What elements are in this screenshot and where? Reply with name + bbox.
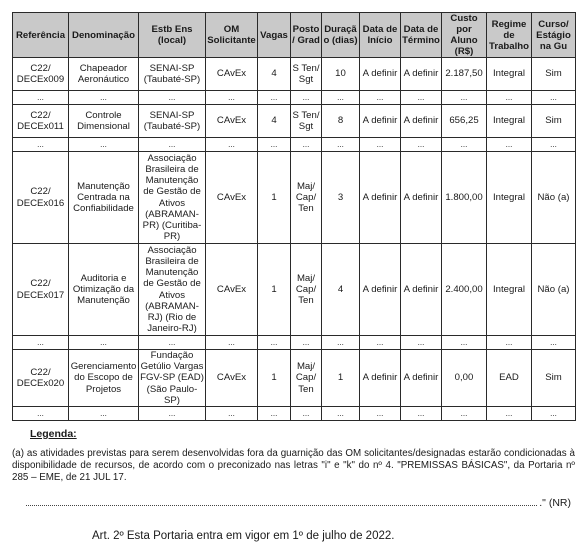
table-cell: ... [442,138,487,152]
ellipsis-row [13,91,576,105]
table-cell: ... [258,336,291,350]
nr-suffix: ." (NR) [539,497,571,509]
table-cell: ... [139,407,206,421]
table-cell: C22/ DECEx016 [13,152,69,244]
table-cell: Sim [532,105,576,138]
table-cell: 10 [322,58,360,91]
table-cell: CAvEx [206,152,258,244]
dotted-leader [26,497,537,506]
table-cell: 1 [258,244,291,336]
table-cell: ... [13,407,69,421]
table-cell: ... [442,407,487,421]
table-cell: ... [401,91,442,105]
table-cell: ... [291,91,322,105]
table-row [13,244,576,336]
table-cell: ... [322,138,360,152]
column-header: Curso/ Estágio na Gu [532,13,576,58]
ellipsis-row [13,336,576,350]
table-cell: 2.187,50 [442,58,487,91]
table-cell: ... [206,407,258,421]
table-cell: Auditoria e Otimização da Manutenção [69,244,139,336]
table-cell: 1 [322,350,360,407]
table-cell: ... [139,91,206,105]
table-cell: ... [258,138,291,152]
table-cell: ... [13,138,69,152]
table-cell: ... [69,336,139,350]
table-cell: 4 [258,58,291,91]
table-cell: ... [258,407,291,421]
table-cell: Não (a) [532,244,576,336]
table-cell: S Ten/ Sgt [291,105,322,138]
ellipsis-row [13,407,576,421]
table-cell: ... [532,336,576,350]
column-header: Estb Ens (local) [139,13,206,58]
table-cell: ... [206,336,258,350]
legend-text: (a) as atividades previstas para serem desenvolvidas fora da guarnição das OM solicitantes/designadas estarão condicionadas à disponibilidade de recursos, de acordo com o preconizado nas letras "i" e "k" do nº 4. "PREMISSAS BÁSICAS", da Portaria nº 285 – EME, de 21 JUL 17. [12,448,575,484]
table-cell: A definir [401,152,442,244]
table-cell: Sim [532,58,576,91]
table-cell: ... [360,336,401,350]
table-cell: C22/ DECEx009 [13,58,69,91]
table-cell: ... [487,138,532,152]
table-cell: Integral [487,244,532,336]
table-cell: Maj/ Cap/ Ten [291,152,322,244]
column-header: Referência [13,13,69,58]
table-cell: ... [360,407,401,421]
table-cell: ... [291,138,322,152]
table-cell: EAD [487,350,532,407]
table-cell: ... [322,336,360,350]
table-cell: ... [401,336,442,350]
table-cell: Integral [487,58,532,91]
table-cell: A definir [401,244,442,336]
table-cell: Associação Brasileira de Manutenção de Gestão de Ativos (ABRAMAN-PR) (Curitiba-PR) [139,152,206,244]
table-row [13,350,576,407]
table-cell: ... [69,407,139,421]
table-cell: Fundação Getúlio Vargas FGV-SP (EAD) (São Paulo-SP) [140,350,204,406]
table-cell: 4 [322,244,360,336]
table-cell: C22/ DECEx011 [13,105,69,138]
table-cell: 0,00 [442,350,487,407]
table-cell: ... [206,91,258,105]
table-cell: 1 [258,350,291,407]
table-cell: ... [487,91,532,105]
table-cell: 2.400,00 [442,244,487,336]
table-body [13,58,576,421]
table-cell: ... [13,91,69,105]
table-cell: CAvEx [206,105,258,138]
table-cell: ... [291,407,322,421]
table-cell: 1.800,00 [442,152,487,244]
table-cell: A definir [401,350,442,407]
table-cell: A definir [401,58,442,91]
table-row [13,105,576,138]
table-header-row [13,13,576,58]
column-header: Posto/ Grad [291,13,322,58]
column-header: Data de Início [360,13,401,58]
column-header: OM Solicitante [206,13,258,58]
column-header: Vagas [258,13,291,58]
table-cell: C22/ DECEx020 [13,350,69,407]
courses-table [12,12,576,421]
table-cell: ... [532,407,576,421]
table-cell: ... [401,407,442,421]
table-cell: A definir [360,58,401,91]
table-row [13,58,576,91]
table-cell: A definir [360,244,401,336]
table-cell: ... [532,138,576,152]
column-header: Denominação [69,13,139,58]
table-cell: ... [206,138,258,152]
table-cell: 1 [258,152,291,244]
table-cell: CAvEx [206,244,258,336]
table-cell: Gerenciamento do Escopo de Projetos [69,350,139,407]
table-cell: ... [487,407,532,421]
table-cell: ... [322,407,360,421]
table-row [13,152,576,244]
table-cell: ... [442,336,487,350]
table-cell: A definir [360,105,401,138]
table-cell: A definir [401,105,442,138]
table-cell: Integral [487,105,532,138]
table-cell: ... [258,91,291,105]
table-cell: ... [69,91,139,105]
legend-title: Legenda: [30,428,77,440]
table-cell: Maj/ Cap/ Ten [291,244,322,336]
table-cell: 656,25 [442,105,487,138]
table-cell: Não (a) [532,152,576,244]
table-cell: ... [13,336,69,350]
table-cell: S Ten/ Sgt [291,58,322,91]
table-cell: ... [69,138,139,152]
table-cell: SENAI-SP (Taubaté-SP) [139,105,206,138]
column-header: Regime de Trabalho [487,13,532,58]
table-cell: ... [401,138,442,152]
table-cell: Integral [487,152,532,244]
column-header: Custo por Aluno (R$) [442,13,487,58]
table-cell: 8 [322,105,360,138]
table-cell: Controle Dimensional [69,105,139,138]
table-cell: SENAI-SP (Taubaté-SP) [139,58,206,91]
table-cell: ... [487,336,532,350]
table-cell: ... [360,138,401,152]
table-cell: Chapeador Aeronáutico [69,58,139,91]
table-cell: ... [139,336,206,350]
table-cell: ... [322,91,360,105]
table-cell: ... [291,336,322,350]
table-cell: 4 [258,105,291,138]
article-2: Art. 2º Esta Portaria entra em vigor em 1º de julho de 2022. [92,530,395,542]
table-cell: ... [360,91,401,105]
ellipsis-row [13,138,576,152]
table-cell: A definir [360,152,401,244]
table-cell: CAvEx [206,58,258,91]
table-cell: A definir [360,350,401,407]
table-cell: Associação Brasileira de Manutenção de Gestão de Ativos (ABRAMAN-RJ) (Rio de Janeiro-RJ) [139,244,206,336]
table-cell: 3 [322,152,360,244]
column-header: Data de Término [401,13,442,58]
nr-line [26,497,571,509]
table-cell: ... [532,91,576,105]
table-cell: Sim [532,350,576,407]
table-cell: ... [442,91,487,105]
table-cell: Maj/ Cap/ Ten [291,350,322,407]
table-cell: Manutenção Centrada na Confiabilidade [69,152,139,244]
column-header: Duração (dias) [322,13,360,58]
table-cell: ... [139,138,206,152]
table-cell: C22/ DECEx017 [13,244,69,336]
table-cell: CAvEx [206,350,258,407]
